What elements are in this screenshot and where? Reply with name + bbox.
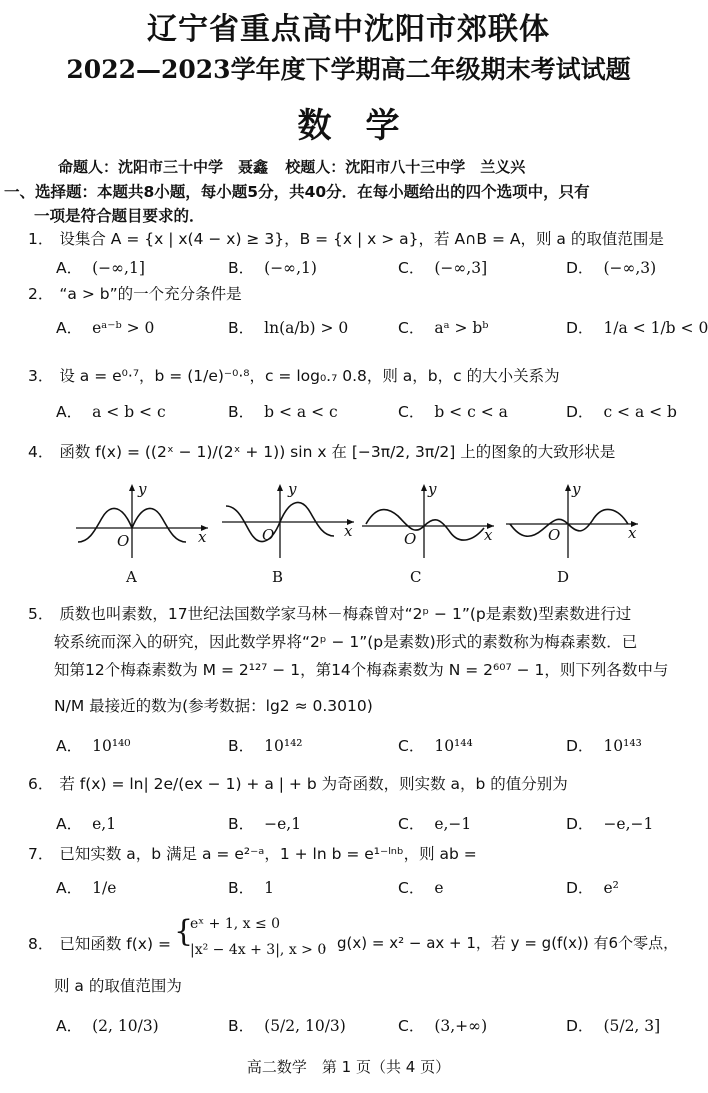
- section1-line2: 一项是符合题目要求的．: [34, 207, 205, 225]
- q5-line2: 较系统而深入的研究，因此数学界将“2ᵖ − 1”(p是素数)形式的素数称为梅森素数．已: [54, 633, 638, 651]
- q8-stem-b: ，g(x) = x² − ax + 1，若 y = g(f(x)) 有6个零点，: [322, 934, 679, 952]
- graph-a-origin: O: [117, 532, 130, 550]
- q7-option-a[interactable]: A． 1/e: [56, 879, 117, 897]
- q8-option-d[interactable]: D． (5/2, 3]: [566, 1017, 661, 1035]
- q2-option-d[interactable]: D． 1/a < 1/b < 0: [566, 319, 708, 337]
- q8-piece2: |x² − 4x + 3|, x > 0: [190, 942, 327, 958]
- q7-option-c[interactable]: C． e: [398, 879, 444, 897]
- q1-option-a[interactable]: A． (−∞,1]: [56, 259, 145, 277]
- question-stem: 设 a = e⁰·⁷，b = (1/e)⁻⁰·⁸，c = log₀.₇ 0.8，则 a，b，c 的大小关系为: [59, 367, 560, 385]
- q3-option-c[interactable]: C． b < c < a: [398, 403, 508, 421]
- question-3: 3． 设 a = e⁰·⁷，b = (1/e)⁻⁰·⁸，c = log₀.₇ 0.8，则 a，b，c 的大小关系为: [28, 367, 560, 385]
- graph-c-x-label: x: [484, 526, 493, 544]
- question-stem: 函数 f(x) = ((2ˣ − 1)/(2ˣ + 1)) sin x 在 [−3π/2, 3π/2] 上的图象的大致形状是: [59, 443, 616, 461]
- graph-b-origin: O: [262, 526, 275, 544]
- q8-option-a[interactable]: A． (2, 10/3): [56, 1017, 159, 1035]
- title-line1: 辽宁省重点高中沈阳市郊联体: [147, 12, 550, 47]
- graph-b-y-label: y: [288, 480, 297, 498]
- q8-option-c[interactable]: C． (3,+∞): [398, 1017, 488, 1035]
- q6-option-b[interactable]: B． −e,1: [228, 815, 302, 833]
- q3-option-d[interactable]: D． c < a < b: [566, 403, 677, 421]
- q3-option-b[interactable]: B． b < a < c: [228, 403, 338, 421]
- graph-c-y-label: y: [428, 480, 437, 498]
- question-stem-a: 已知函数 f(x) =: [59, 935, 171, 953]
- graph-a-x-label: x: [198, 528, 207, 546]
- question-2: 2． “a > b”的一个充分条件是: [28, 285, 242, 303]
- section1-line1: 一、选择题：本题共8小题，每小题5分，共40分．在每小题给出的四个选项中，只有: [4, 183, 590, 201]
- q8-piece1: eˣ + 1, x ≤ 0: [190, 916, 281, 932]
- question-7: 7． 已知实数 a，b 满足 a = e²⁻ᵃ，1 + ln b = e¹⁻ˡⁿᵇ，则 ab =: [28, 845, 477, 863]
- q3-option-a[interactable]: A． a < b < c: [56, 403, 166, 421]
- graph-a-y-label: y: [138, 480, 147, 498]
- question-stem: “a > b”的一个充分条件是: [59, 285, 242, 303]
- question-5: 5． 质数也叫素数，17世纪法国数学家马林－梅森曾对“2ᵖ − 1”(p是素数)型素数进行过: [28, 605, 632, 623]
- q2-option-c[interactable]: C． aᵃ > bᵇ: [398, 319, 489, 337]
- question-6: 6． 若 f(x) = ln| 2e/(ex − 1) + a | + b 为奇函数，则实数 a，b 的值分别为: [28, 775, 568, 793]
- graph-d-x-label: x: [628, 524, 637, 542]
- q5-line3: 知第12个梅森素数为 M = 2¹²⁷ − 1，第14个梅森素数为 N = 2⁶⁰⁷ − 1，则下列各数中与: [54, 661, 669, 679]
- q5-option-d[interactable]: D． 10¹⁴³: [566, 737, 642, 755]
- piecewise-brace: {: [174, 914, 194, 949]
- graph-c-origin: O: [404, 530, 417, 548]
- graph-c-label: C: [410, 568, 422, 586]
- question-stem: 若 f(x) = ln| 2e/(ex − 1) + a | + b 为奇函数，则实数 a，b 的值分别为: [59, 775, 568, 793]
- q2-option-b[interactable]: B． ln(a/b) > 0: [228, 319, 349, 337]
- question-number: 1．: [28, 230, 54, 248]
- page-footer: 高二数学 第 1 页（共 4 页）: [246, 1058, 451, 1076]
- question-1: [28, 227, 664, 249]
- q2-option-a[interactable]: A． eᵃ⁻ᵇ > 0: [56, 319, 155, 337]
- graph-d-label: D: [557, 568, 570, 586]
- q6-option-a[interactable]: A． e,1: [56, 815, 117, 833]
- q1-option-c[interactable]: C． (−∞,3]: [398, 259, 488, 277]
- q5-option-a[interactable]: A． 10¹⁴⁰: [56, 737, 131, 755]
- q7-option-b[interactable]: B． 1: [228, 879, 275, 897]
- q8-line2: 则 a 的取值范围为: [54, 977, 182, 995]
- q1-option-b[interactable]: B． (−∞,1): [228, 259, 317, 277]
- q5-option-c[interactable]: C． 10¹⁴⁴: [398, 737, 473, 755]
- graph-a-label: A: [126, 568, 137, 586]
- authors-line: [58, 156, 537, 177]
- question-4: 4． 函数 f(x) = ((2ˣ − 1)/(2ˣ + 1)) sin x 在 [−3π/2, 3π/2] 上的图象的大致形状是: [28, 443, 616, 461]
- q6-option-c[interactable]: C． e,−1: [398, 815, 472, 833]
- q7-option-d[interactable]: D． e²: [566, 879, 619, 897]
- question-line1: 质数也叫素数，17世纪法国数学家马林－梅森曾对“2ᵖ − 1”(p是素数)型素数进行过: [59, 605, 632, 623]
- title-line2: 2022—2023学年度下学期高二年级期末考试试题: [66, 55, 631, 84]
- graph-b-x-label: x: [344, 522, 353, 540]
- question-stem: 设集合 A = {x | x(4 − x) ≥ 3}，B = {x | x > a}，若 A∩B = A，则 a 的取值范围是: [59, 230, 664, 248]
- subject-title: 数学: [297, 106, 434, 146]
- question-stem: 已知实数 a，b 满足 a = e²⁻ᵃ，1 + ln b = e¹⁻ˡⁿᵇ，则 ab =: [59, 845, 477, 863]
- question-8: 8． 已知函数 f(x) =: [28, 935, 171, 953]
- graph-d-origin: O: [548, 526, 561, 544]
- reviewer: 校题人：沈阳市八十三中学 兰义兴: [285, 158, 526, 176]
- proposer: 命题人：沈阳市三十中学 聂鑫: [58, 158, 269, 176]
- q1-option-d[interactable]: D． (−∞,3): [566, 259, 657, 277]
- q5-option-b[interactable]: B． 10¹⁴²: [228, 737, 303, 755]
- q8-option-b[interactable]: B． (5/2, 10/3): [228, 1017, 346, 1035]
- q5-line4: N/M 最接近的数为(参考数据：lg2 ≈ 0.3010): [54, 697, 373, 715]
- graph-b-label: B: [272, 568, 284, 586]
- q6-option-d[interactable]: D． −e,−1: [566, 815, 654, 833]
- graph-d-y-label: y: [572, 480, 581, 498]
